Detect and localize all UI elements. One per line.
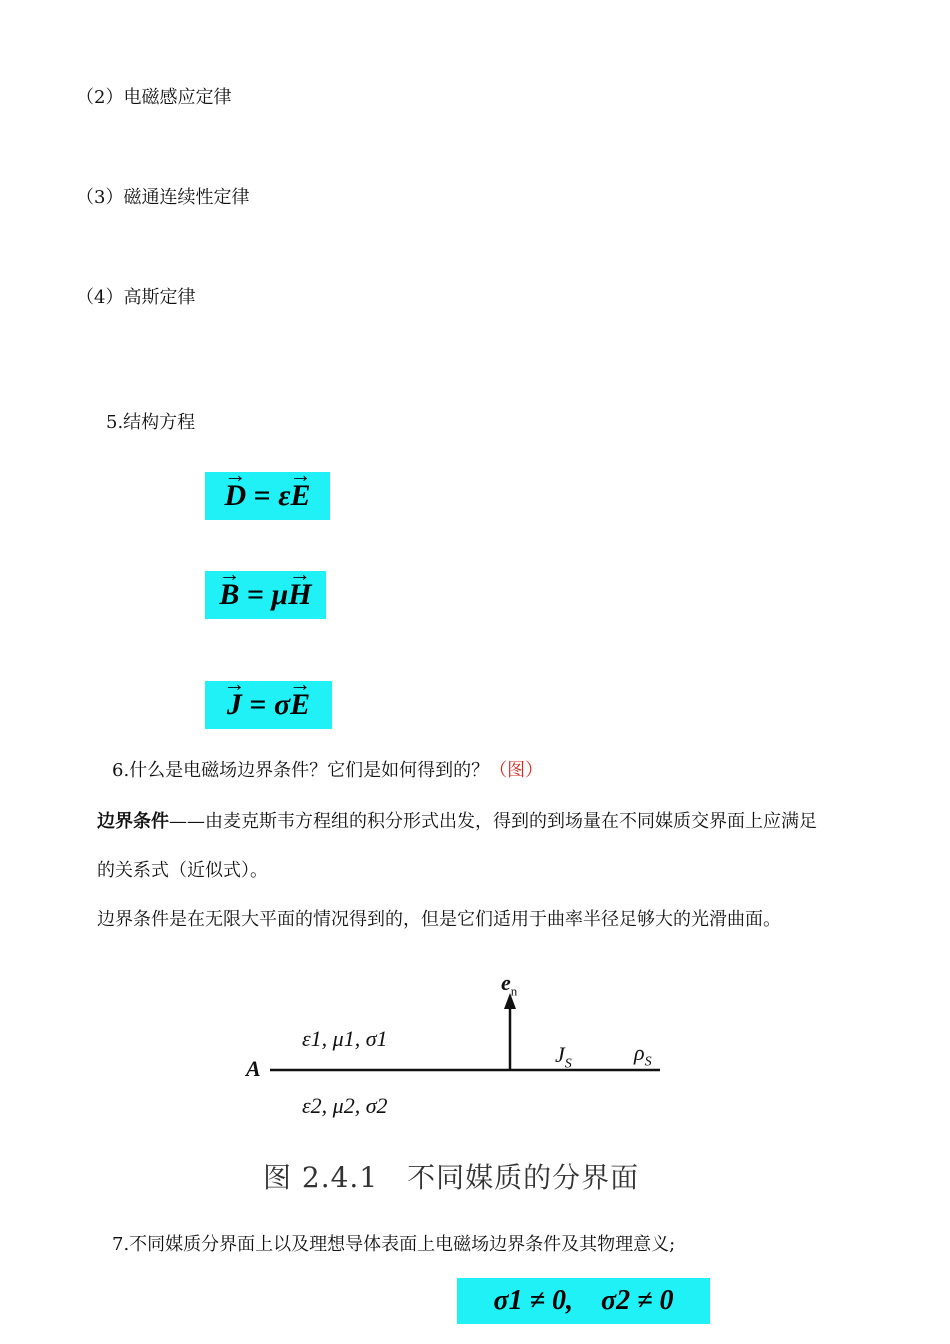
figure-caption: 图 2.4.1 不同媒质的分界面	[263, 1161, 640, 1194]
vector-e: → E	[290, 688, 310, 722]
sigma-condition-equation: σ1 ≠ 0, σ2 ≠ 0	[457, 1278, 710, 1324]
section-6-title: 6.什么是电磁场边界条件？它们是如何得到的？（图）	[112, 760, 544, 781]
surface-current-label: $J_S$	[555, 1042, 572, 1072]
medium-1-label: ε1, μ1, σ1	[302, 1026, 388, 1051]
law-2-item: （2）电磁感应定律	[76, 87, 232, 108]
figure-tag: （图）	[489, 760, 544, 781]
vector-j: → J	[227, 688, 242, 722]
vector-d: → D	[224, 479, 246, 513]
equation-d-epsilon-e: → D = ε → E	[205, 472, 330, 520]
definition-line-2: 的关系式（近似式）。	[97, 860, 268, 881]
vector-h: → H	[288, 578, 311, 612]
normal-vector-label: $e_n$	[501, 970, 518, 999]
equation-b-mu-h: → B = μ → H	[205, 571, 326, 619]
law-3-item: （3）磁通连续性定律	[76, 187, 250, 208]
surface-charge-label: $\rho_S$	[634, 1040, 652, 1070]
vector-b: → B	[219, 578, 239, 612]
definition-line-1: 边界条件——由麦克斯韦方程组的积分形式出发，得到的到场量在不同媒质交界面上应满足	[97, 811, 817, 832]
point-a-label: A	[246, 1056, 261, 1081]
section-7-title: 7.不同媒质分界面上以及理想导体表面上电磁场边界条件及其物理意义;	[112, 1234, 676, 1255]
vector-e: → E	[291, 479, 311, 513]
definition-term: 边界条件	[97, 811, 169, 832]
boundary-note: 边界条件是在无限大平面的情况得到的，但是它们适用于曲率半径足够大的光滑曲面。	[97, 909, 781, 930]
medium-2-label: ε2, μ2, σ2	[302, 1093, 388, 1118]
equation-j-sigma-e: → J = σ → E	[205, 681, 332, 729]
section-5-title: 5.结构方程	[106, 412, 196, 433]
law-4-item: （4）高斯定律	[76, 287, 196, 308]
